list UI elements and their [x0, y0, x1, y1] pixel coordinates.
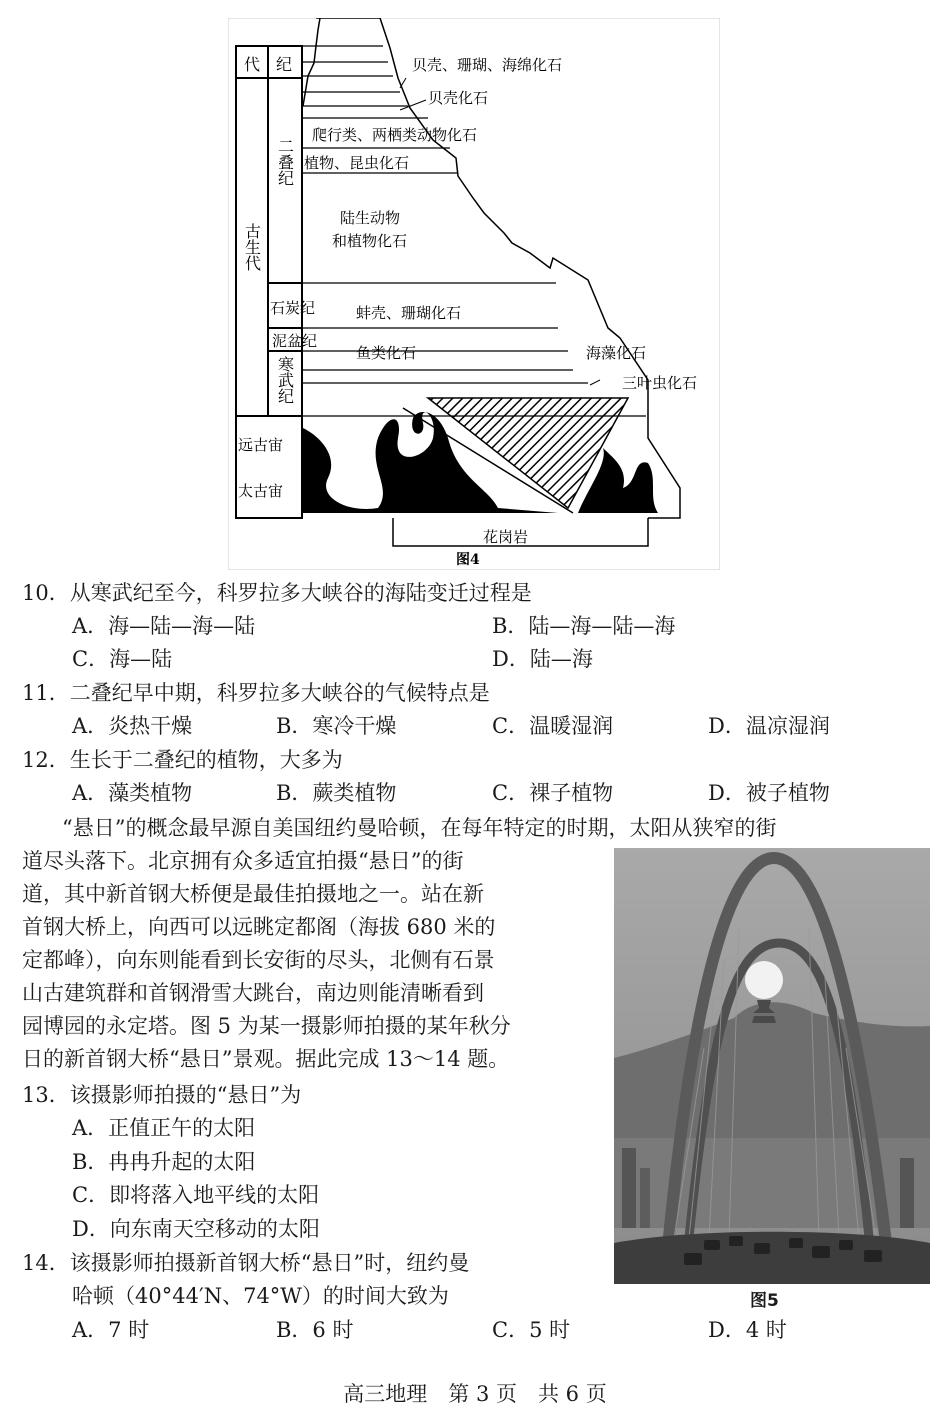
period-carboniferous: 石炭纪 — [270, 299, 316, 317]
passage-line-3: 道，其中新首钢大桥便是最佳拍摄地之一。站在新 — [22, 882, 484, 906]
q13-stem: 13．该摄影师拍摄的“悬日”为 — [22, 1083, 302, 1107]
period-devonian: 泥盆纪 — [272, 332, 318, 350]
passage-line-5: 定都峰），向东则能看到长安街的尽头，北侧有石景 — [22, 948, 495, 972]
q11-option-c: C．温暖湿润 — [492, 714, 614, 738]
q11-option-d: D．温凉湿润 — [708, 714, 830, 738]
label-shell-coral-sponge: 贝壳、珊瑚、海绵化石 — [412, 56, 563, 74]
era-paleozoic: 古生代 — [242, 223, 262, 271]
figure-4-strata-diagram — [228, 18, 720, 570]
q13-option-d: D．向东南天空移动的太阳 — [72, 1217, 320, 1241]
q14-option-b: B．6 时 — [276, 1318, 354, 1342]
header-period: 纪 — [276, 55, 293, 74]
passage-line-6: 山古建筑群和首钢滑雪大跳台，南边则能清晰看到 — [22, 981, 484, 1005]
passage-line-8: 日的新首钢大桥“悬日”景观。据此完成 13～14 题。 — [22, 1047, 510, 1071]
label-land-line2: 和植物化石 — [332, 232, 408, 250]
figure-5-bridge-photo — [614, 848, 930, 1284]
q10-option-b: B．陆—海—陆—海 — [492, 614, 676, 638]
passage-line-1: “悬日”的概念最早源自美国纽约曼哈顿，在每年特定的时期，太阳从狭窄的街 — [62, 816, 777, 840]
q12-stem: 12．生长于二叠纪的植物，大多为 — [22, 748, 343, 772]
page-footer: 高三地理 第 3 页 共 6 页 — [343, 1382, 607, 1406]
q10-option-d: D．陆—海 — [492, 647, 593, 671]
q11-option-b: B．寒冷干燥 — [276, 714, 397, 738]
q14-option-c: C．5 时 — [492, 1318, 571, 1342]
q14-option-a: A．7 时 — [72, 1318, 150, 1342]
label-shell: 贝壳化石 — [428, 89, 489, 107]
eon-archean: 太古宙 — [238, 482, 284, 500]
q14-stem-line-2: 哈顿（40°44′N、74°W）的时间大致为 — [72, 1284, 449, 1308]
label-plant-insect: 植物、昆虫化石 — [304, 154, 410, 172]
sun-icon — [745, 961, 783, 999]
q10-option-a: A．海—陆—海—陆 — [72, 614, 256, 638]
label-fish: 鱼类化石 — [356, 344, 417, 362]
q12-option-c: C．裸子植物 — [492, 781, 614, 805]
q12-option-d: D．被子植物 — [708, 781, 830, 805]
q10-option-c: C．海—陆 — [72, 647, 173, 671]
q13-option-c: C．即将落入地平线的太阳 — [72, 1183, 320, 1207]
period-cambrian: 寒武纪 — [275, 356, 295, 404]
header-era: 代 — [244, 55, 261, 74]
passage-line-4: 首钢大桥上，向西可以远眺定都阁（海拔 680 米的 — [22, 915, 496, 939]
q14-stem-line-1: 14．该摄影师拍摄新首钢大桥“悬日”时，纽约曼 — [22, 1251, 470, 1275]
q14-option-d: D．4 时 — [708, 1318, 787, 1342]
label-trilobite: 三叶虫化石 — [622, 374, 698, 392]
label-seaweed: 海藻化石 — [586, 344, 647, 362]
label-land-line1: 陆生动物 — [340, 209, 401, 227]
q10-stem: 10．从寒武纪至今，科罗拉多大峡谷的海陆变迁过程是 — [22, 581, 532, 605]
period-permian: 二叠纪 — [275, 138, 295, 186]
eon-proterozoic: 远古宙 — [238, 436, 284, 454]
q12-option-b: B．蕨类植物 — [276, 781, 397, 805]
q11-option-a: A．炎热干燥 — [72, 714, 193, 738]
q13-option-b: B．冉冉升起的太阳 — [72, 1150, 256, 1174]
label-granite: 花岗岩 — [483, 528, 529, 546]
q11-stem: 11．二叠纪早中期，科罗拉多大峡谷的气候特点是 — [22, 681, 490, 705]
q13-option-a: A．正值正午的太阳 — [72, 1116, 256, 1140]
label-reptile-amphibian: 爬行类、两栖类动物化石 — [312, 126, 478, 144]
passage-line-2: 道尽头落下。北京拥有众多适宜拍摄“悬日”的街 — [22, 849, 464, 873]
passage-line-7: 园博园的永定塔。图 5 为某一摄影师拍摄的某年秋分 — [22, 1014, 511, 1038]
label-clam-coral: 蚌壳、珊瑚化石 — [356, 304, 462, 322]
figure-4-caption: 图4 — [456, 552, 480, 568]
figure-5-caption: 图5 — [750, 1291, 779, 1311]
q12-option-a: A．藻类植物 — [72, 781, 193, 805]
